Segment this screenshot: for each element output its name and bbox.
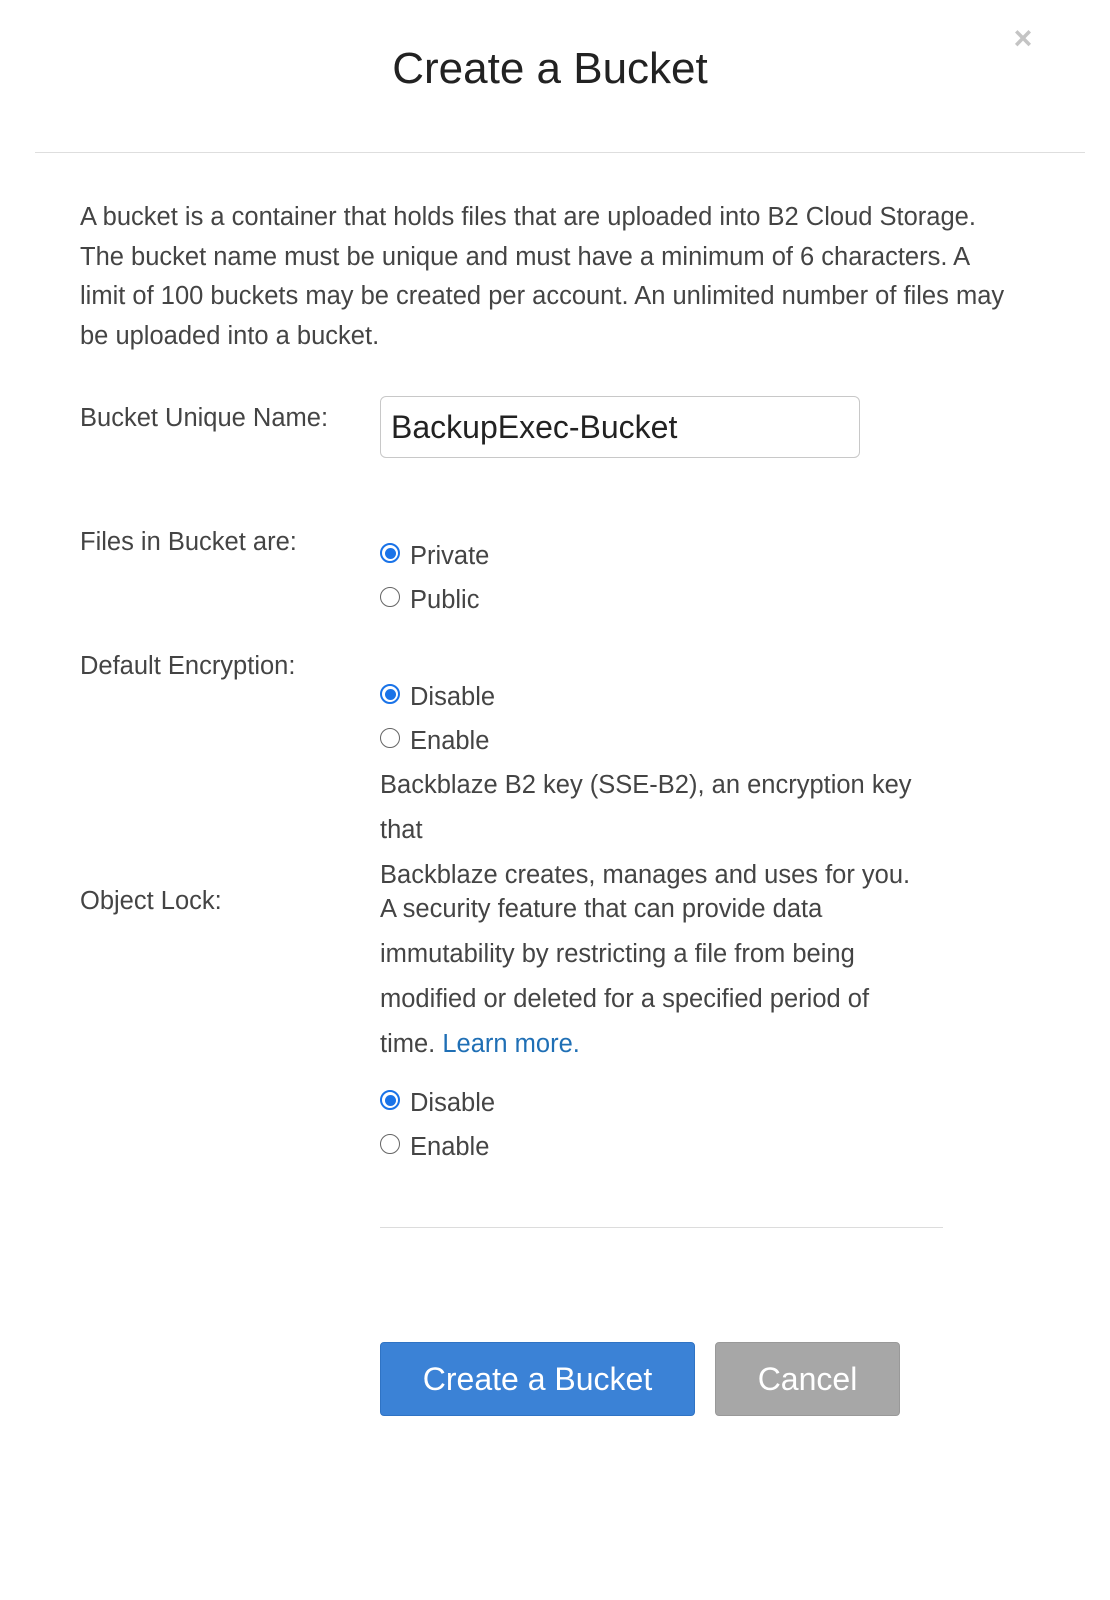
radio-encryption-enable-button[interactable] bbox=[380, 728, 400, 748]
default-encryption-label: Default Encryption: bbox=[80, 652, 296, 680]
files-visibility-label: Files in Bucket are: bbox=[80, 528, 297, 556]
intro-text: A bucket is a container that holds files that are uploaded into B2 Cloud Storage. The bucket name must be unique and must have a minimum of 6 characters. A limit of 100 buckets may be created per account. An unlimited number of files may be uploaded into a bucket. bbox=[80, 203, 1005, 350]
close-icon[interactable]: × bbox=[1008, 20, 1038, 56]
radio-encryption-enable[interactable] bbox=[380, 721, 489, 755]
modal-title: Create a Bucket bbox=[392, 44, 708, 93]
radio-lock-disable-button[interactable] bbox=[380, 1090, 400, 1110]
encryption-help-text bbox=[380, 763, 960, 898]
object-lock-description-text: A security feature that can provide data immutability by restricting a file from being modified or deleted for a specified period of time. bbox=[380, 895, 870, 1058]
radio-lock-enable-button[interactable] bbox=[380, 1134, 400, 1154]
learn-more-link[interactable]: Learn more. bbox=[442, 1030, 580, 1058]
encryption-help-line-1: Backblaze B2 key (SSE-B2), an encryption key that bbox=[380, 771, 912, 844]
form-divider bbox=[380, 1227, 943, 1228]
radio-encryption-enable-label: Enable bbox=[410, 726, 490, 755]
cancel-button[interactable]: Cancel bbox=[715, 1342, 900, 1416]
radio-lock-disable[interactable] bbox=[380, 1083, 495, 1117]
radio-private-button[interactable] bbox=[380, 543, 400, 563]
radio-public-button[interactable] bbox=[380, 587, 400, 607]
radio-lock-enable[interactable] bbox=[380, 1127, 489, 1161]
radio-public-label: Public bbox=[410, 585, 480, 614]
radio-encryption-disable-label: Disable bbox=[410, 682, 496, 711]
radio-private-label: Private bbox=[410, 541, 490, 570]
radio-public[interactable] bbox=[380, 580, 479, 614]
radio-private[interactable] bbox=[380, 536, 489, 570]
encryption-help-line-2: Backblaze creates, manages and uses for you. bbox=[380, 861, 911, 889]
radio-encryption-disable[interactable] bbox=[380, 677, 495, 711]
radio-encryption-disable-button[interactable] bbox=[380, 684, 400, 704]
bucket-name-label: Bucket Unique Name: bbox=[80, 404, 329, 432]
radio-lock-enable-label: Enable bbox=[410, 1132, 490, 1161]
bucket-name-input[interactable] bbox=[380, 396, 860, 458]
object-lock-label: Object Lock: bbox=[80, 887, 222, 915]
create-bucket-button[interactable]: Create a Bucket bbox=[380, 1342, 695, 1416]
radio-lock-disable-label: Disable bbox=[410, 1088, 496, 1117]
object-lock-description bbox=[380, 887, 900, 1067]
